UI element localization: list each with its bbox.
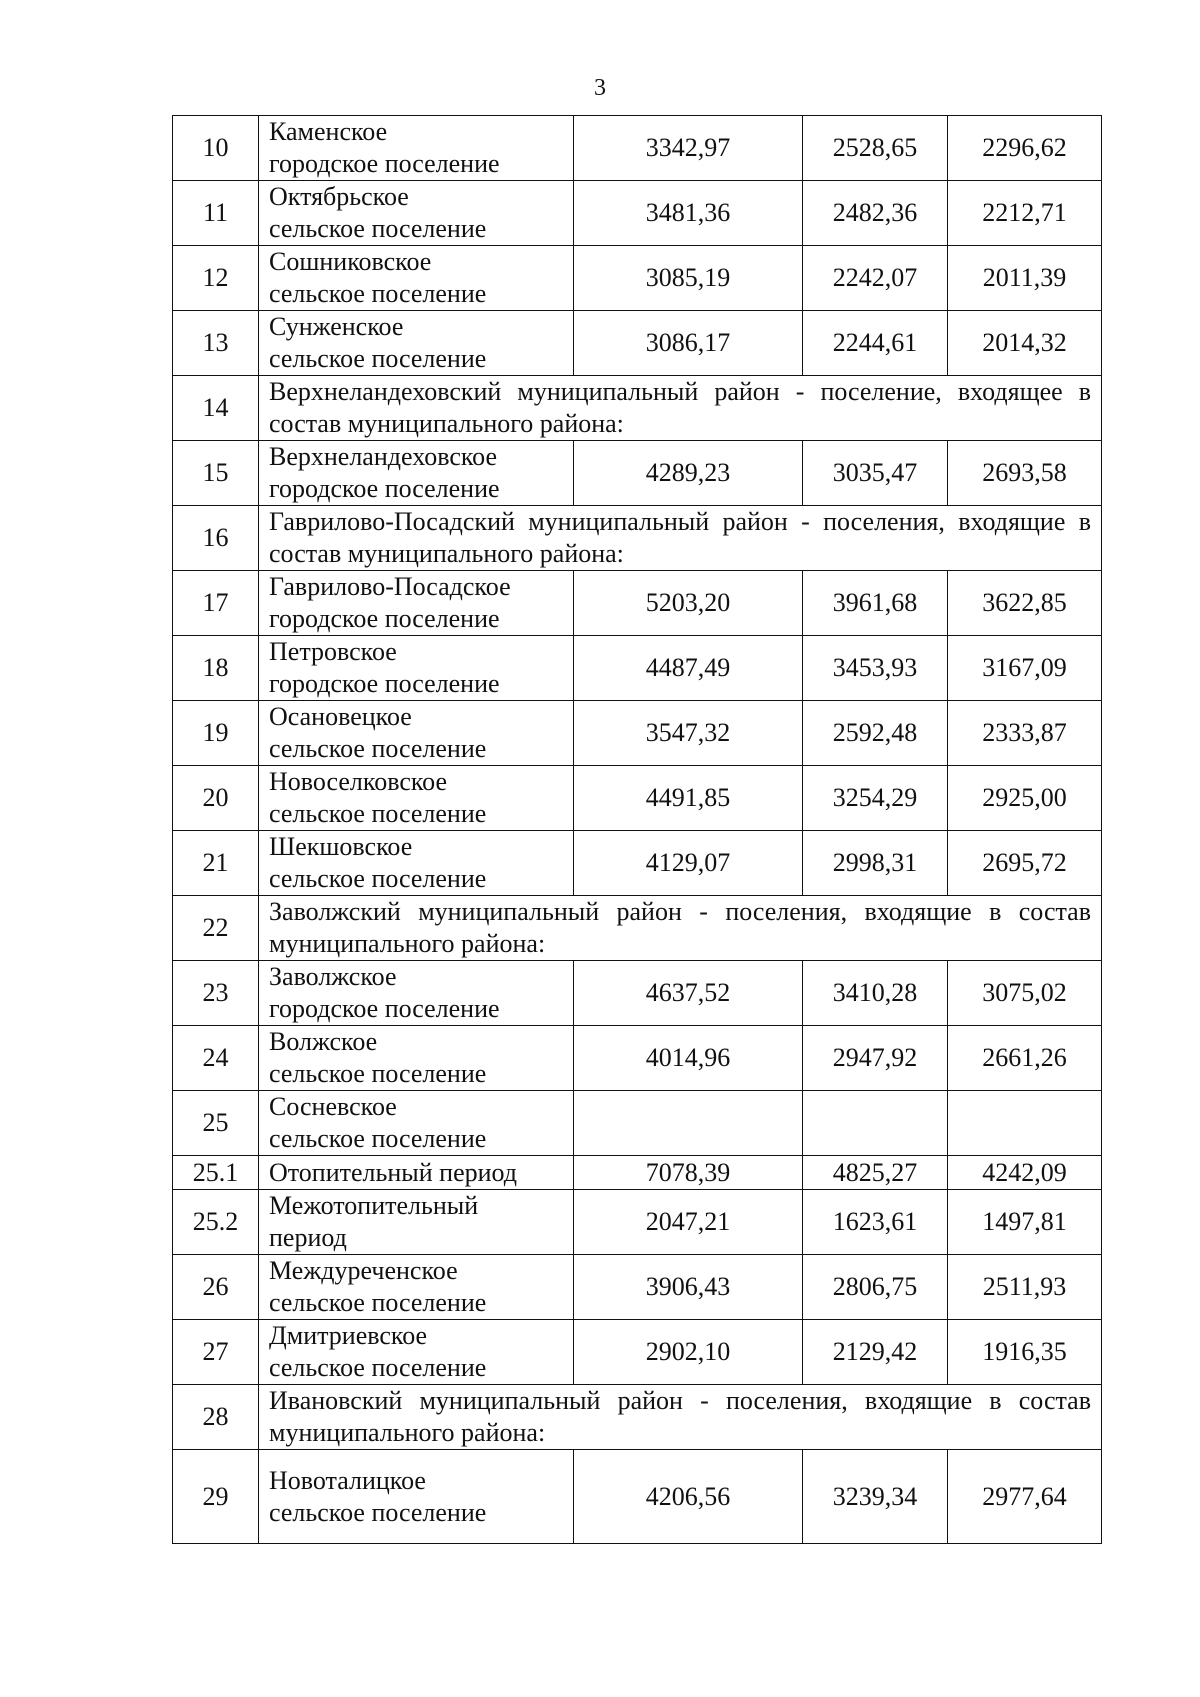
value-cell-3: 2212,71	[948, 181, 1102, 246]
row-number: 20	[173, 766, 259, 831]
row-number: 25.2	[173, 1190, 259, 1255]
value-cell-1: 3906,43	[574, 1255, 803, 1320]
value-cell-2	[803, 1091, 948, 1156]
table-row	[173, 1156, 1102, 1190]
value-cell-3: 2333,87	[948, 701, 1102, 766]
value-cell-1: 4129,07	[574, 831, 803, 896]
value-cell-3: 1916,35	[948, 1320, 1102, 1385]
settlement-name-line-2: сельское поселение	[269, 1059, 487, 1088]
settlement-name-line-2: городское поселение	[269, 604, 500, 633]
row-number: 21	[173, 831, 259, 896]
settlement-name	[259, 1320, 574, 1385]
settlement-name-line-1: Осановецкое	[269, 702, 412, 731]
value-cell-2: 2528,65	[803, 116, 948, 181]
page-number: 3	[594, 75, 606, 101]
tariff-table	[172, 115, 1102, 1544]
table-row	[173, 831, 1102, 896]
value-cell-2: 3035,47	[803, 441, 948, 506]
table-row	[173, 1255, 1102, 1320]
row-number: 16	[173, 506, 259, 571]
settlement-name	[259, 441, 574, 506]
settlement-name-line-1: Верхнеландеховское	[269, 442, 498, 471]
value-cell-1: 4289,23	[574, 441, 803, 506]
value-cell-3: 4242,09	[948, 1156, 1102, 1190]
settlement-name	[259, 636, 574, 701]
settlement-name-line-2: сельское поселение	[269, 1353, 487, 1382]
value-cell-1: 4206,56	[574, 1450, 803, 1544]
row-number: 17	[173, 571, 259, 636]
settlement-name-line-1: Новоселковское	[269, 767, 448, 796]
value-cell-2: 2592,48	[803, 701, 948, 766]
value-cell-1: 2047,21	[574, 1190, 803, 1255]
settlement-name-line-2: сельское поселение	[269, 1497, 487, 1527]
row-number: 25.1	[173, 1156, 259, 1190]
value-cell-2: 3453,93	[803, 636, 948, 701]
settlement-name	[259, 116, 574, 181]
settlement-name	[259, 1255, 574, 1320]
settlement-name	[259, 766, 574, 831]
table-row	[173, 506, 1102, 571]
settlement-name-line-1: Каменское	[269, 117, 388, 146]
settlement-name-line-1: Дмитриевское	[269, 1321, 428, 1350]
settlement-name-line-1: Сосневское	[269, 1092, 397, 1121]
settlement-name	[259, 701, 574, 766]
row-number: 12	[173, 246, 259, 311]
value-cell-3: 2925,00	[948, 766, 1102, 831]
value-cell-3: 3167,09	[948, 636, 1102, 701]
row-number: 19	[173, 701, 259, 766]
value-cell-3: 2511,93	[948, 1255, 1102, 1320]
value-cell-3: 2014,32	[948, 311, 1102, 376]
row-number: 29	[173, 1450, 259, 1544]
table-row	[173, 701, 1102, 766]
table-row	[173, 1190, 1102, 1255]
tariff-table-body	[173, 116, 1102, 1544]
settlement-name-line-2: городское поселение	[269, 994, 500, 1023]
value-cell-3: 2661,26	[948, 1026, 1102, 1091]
table-row	[173, 311, 1102, 376]
settlement-name-line-2: городское поселение	[269, 149, 500, 178]
value-cell-3: 2695,72	[948, 831, 1102, 896]
row-number: 26	[173, 1255, 259, 1320]
row-number: 13	[173, 311, 259, 376]
value-cell-3: 2977,64	[948, 1450, 1102, 1544]
value-cell-1: 5203,20	[574, 571, 803, 636]
value-cell-1: 3342,97	[574, 116, 803, 181]
settlement-name-line-2: период	[269, 1223, 347, 1252]
settlement-name	[259, 1156, 574, 1190]
row-number: 24	[173, 1026, 259, 1091]
table-row	[173, 1320, 1102, 1385]
settlement-name-line-1: Междуреченское	[269, 1256, 458, 1285]
table-row	[173, 571, 1102, 636]
row-number: 11	[173, 181, 259, 246]
table-row	[173, 636, 1102, 701]
settlement-name-line-2: городское поселение	[269, 474, 500, 503]
value-cell-3: 2296,62	[948, 116, 1102, 181]
table-row	[173, 1026, 1102, 1091]
settlement-name	[259, 1450, 574, 1544]
table-row	[173, 961, 1102, 1026]
row-number: 18	[173, 636, 259, 701]
settlement-name-line-1: Гаврилово-Посадское	[269, 572, 511, 601]
value-cell-1: 4487,49	[574, 636, 803, 701]
table-row	[173, 1450, 1102, 1544]
row-number: 28	[173, 1385, 259, 1450]
table-row	[173, 1385, 1102, 1450]
value-cell-2: 3410,28	[803, 961, 948, 1026]
value-cell-2: 2244,61	[803, 311, 948, 376]
value-cell-3: 1497,81	[948, 1190, 1102, 1255]
table-row	[173, 376, 1102, 441]
value-cell-3: 2011,39	[948, 246, 1102, 311]
settlement-name	[259, 311, 574, 376]
settlement-name-line-2: сельское поселение	[269, 344, 487, 373]
table-row	[173, 896, 1102, 961]
settlement-name	[259, 1026, 574, 1091]
settlement-name-line-2: сельское поселение	[269, 214, 487, 243]
value-cell-2: 2129,42	[803, 1320, 948, 1385]
settlement-name-line-1: Заволжское	[269, 962, 397, 991]
settlement-name-line-1: Октябрьское	[269, 182, 409, 211]
table-row	[173, 116, 1102, 181]
settlement-name-line-1: Петровское	[269, 637, 397, 666]
row-number: 10	[173, 116, 259, 181]
settlement-name-line-1: Новоталицкое	[269, 1465, 426, 1495]
value-cell-2: 3961,68	[803, 571, 948, 636]
settlement-name-line-1: Межотопительный	[269, 1191, 479, 1220]
value-cell-1	[574, 1091, 803, 1156]
settlement-name	[259, 246, 574, 311]
settlement-name	[259, 1091, 574, 1156]
value-cell-2: 1623,61	[803, 1190, 948, 1255]
settlement-name-line-2: городское поселение	[269, 669, 500, 698]
settlement-name-line-1: Сошниковское	[269, 247, 432, 276]
settlement-name-line-2: сельское поселение	[269, 1124, 487, 1153]
value-cell-2: 3254,29	[803, 766, 948, 831]
value-cell-2: 2806,75	[803, 1255, 948, 1320]
value-cell-1: 2902,10	[574, 1320, 803, 1385]
value-cell-2: 4825,27	[803, 1156, 948, 1190]
settlement-name-line-2: сельское поселение	[269, 1288, 487, 1317]
table-row	[173, 766, 1102, 831]
settlement-name	[259, 1190, 574, 1255]
row-number: 14	[173, 376, 259, 441]
table-row	[173, 181, 1102, 246]
settlement-name-line-2: сельское поселение	[269, 279, 487, 308]
table-row	[173, 441, 1102, 506]
value-cell-1: 3481,36	[574, 181, 803, 246]
value-cell-2: 2998,31	[803, 831, 948, 896]
settlement-name	[259, 961, 574, 1026]
settlement-name-line-2: сельское поселение	[269, 864, 487, 893]
value-cell-2: 2947,92	[803, 1026, 948, 1091]
value-cell-1: 7078,39	[574, 1156, 803, 1190]
settlement-name-line-2: сельское поселение	[269, 799, 487, 828]
value-cell-3: 3075,02	[948, 961, 1102, 1026]
value-cell-1: 4491,85	[574, 766, 803, 831]
settlement-name	[259, 181, 574, 246]
value-cell-2: 3239,34	[803, 1450, 948, 1544]
value-cell-1: 4637,52	[574, 961, 803, 1026]
value-cell-3: 3622,85	[948, 571, 1102, 636]
row-number: 22	[173, 896, 259, 961]
value-cell-3	[948, 1091, 1102, 1156]
settlement-name-line-1: Волжское	[269, 1027, 378, 1056]
value-cell-3: 2693,58	[948, 441, 1102, 506]
table-row	[173, 1091, 1102, 1156]
settlement-name-line-2: сельское поселение	[269, 734, 487, 763]
value-cell-2: 2482,36	[803, 181, 948, 246]
value-cell-1: 3547,32	[574, 701, 803, 766]
district-heading: Верхнеландеховский муниципальный район - поселение, входящее в состав муниципального района:	[259, 376, 1102, 441]
value-cell-1: 3085,19	[574, 246, 803, 311]
district-heading: Ивановский муниципальный район - поселения, входящие в состав муниципального района:	[259, 1385, 1102, 1450]
row-number: 27	[173, 1320, 259, 1385]
table-row	[173, 246, 1102, 311]
settlement-name	[259, 571, 574, 636]
district-heading: Заволжский муниципальный район - поселения, входящие в состав муниципального района:	[259, 896, 1102, 961]
value-cell-1: 3086,17	[574, 311, 803, 376]
row-number: 23	[173, 961, 259, 1026]
settlement-name-line-1: Сунженское	[269, 312, 404, 341]
row-number: 15	[173, 441, 259, 506]
settlement-name-line-1: Шекшовское	[269, 832, 413, 861]
settlement-name	[259, 831, 574, 896]
value-cell-1: 4014,96	[574, 1026, 803, 1091]
value-cell-2: 2242,07	[803, 246, 948, 311]
row-number: 25	[173, 1091, 259, 1156]
settlement-name-line-1: Отопительный период	[269, 1157, 518, 1187]
district-heading: Гаврилово-Посадский муниципальный район - поселения, входящие в состав муниципального района:	[259, 506, 1102, 571]
